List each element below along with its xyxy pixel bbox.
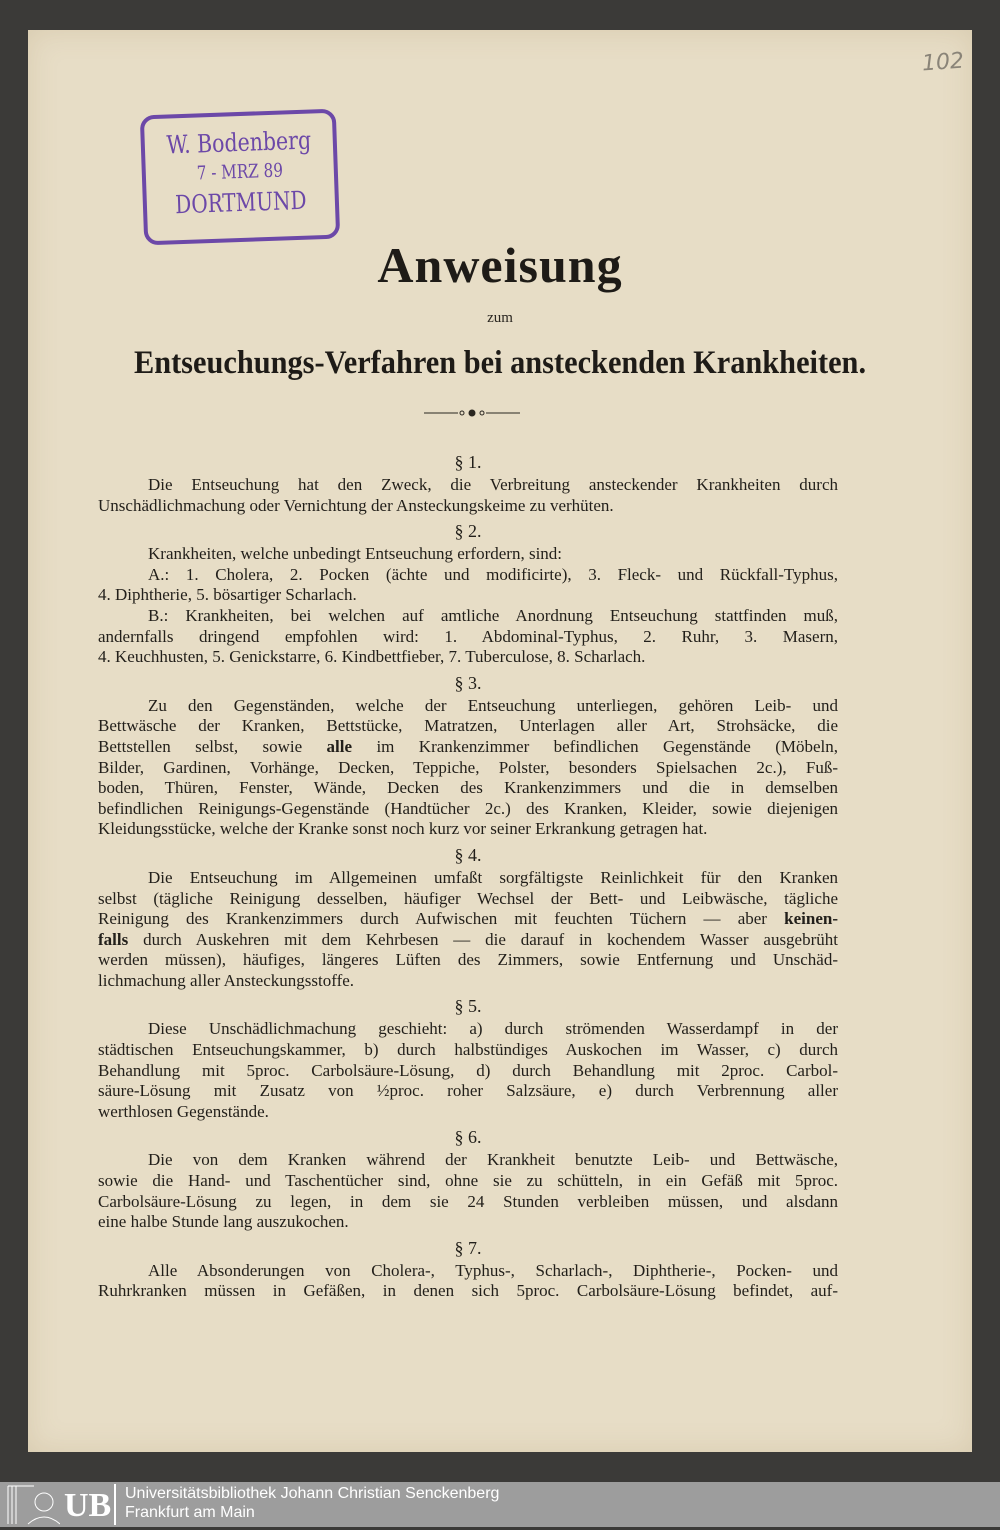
footer-library-name: Universitätsbibliothek Johann Christian Senckenberg bbox=[125, 1485, 500, 1502]
logo-text: UB bbox=[64, 1487, 112, 1524]
section-heading: § 1. bbox=[454, 452, 482, 472]
document-body bbox=[98, 450, 838, 1305]
text-line: Krankheiten, welche unbedingt Entseuchung erfordern, sind: bbox=[148, 544, 563, 564]
text-line: Unschädlichmachung oder Vernichtung der Ansteckungskeime zu verhüten. bbox=[98, 495, 614, 515]
text-line: Carbolsäure-Lösung zu legen, in dem sie 24 Stunden verbleiben müssen, und alsdann bbox=[98, 1191, 838, 1211]
text-line: sowie die Hand- und Taschentücher sind, ohne sie zu schütteln, in ein Gefäß mit 5proc. bbox=[98, 1171, 838, 1191]
text-line: Die Entseuchung im Allgemeinen umfaßt sorgfältigste Reinlichkeit für den Kranken bbox=[148, 867, 838, 887]
text-line: Alle Absonderungen von Cholera-, Typhus-, Scharlach-, Diphtherie-, Pocken- und bbox=[148, 1260, 838, 1280]
document-subtitle: Entseuchungs-Verfahren bei ansteckenden Krankheiten. bbox=[133, 345, 867, 381]
stamp-name: W. Bodenberg bbox=[166, 125, 312, 160]
text-line: lichmachung aller Ansteckungsstoffe. bbox=[98, 970, 355, 990]
text-line: Die von dem Kranken während der Krankheit benutzte Leib- und Bettwäsche, bbox=[148, 1150, 838, 1170]
text-line: Zu den Gegenständen, welche der Entseuchung unterliegen, gehören Leib- und bbox=[148, 695, 838, 715]
footer-library-city: Frankfurt am Main bbox=[125, 1504, 255, 1521]
section-4 bbox=[98, 843, 838, 992]
text-line: säure-Lösung mit Zusatz von ½proc. roher Salzsäure, e) durch Verbrennung aller bbox=[98, 1081, 838, 1101]
text-line: andernfalls dringend empfohlen wird: 1. Abdominal-Typhus, 2. Ruhr, 3. Masern, bbox=[98, 626, 838, 646]
text-line: Behandlung mit 5proc. Carbolsäure-Lösung, d) durch Behandlung mit 2proc. Carbol- bbox=[98, 1060, 838, 1080]
text-line: boden, Thüren, Fenster, Wände, Decken des Krankenzimmers und die in demselben bbox=[98, 778, 838, 798]
emphasized-text: falls bbox=[98, 929, 129, 949]
footer-bar bbox=[0, 1482, 1000, 1527]
library-logo bbox=[4, 1484, 116, 1525]
text-line: eine halbe Stunde lang auszukochen. bbox=[98, 1212, 349, 1232]
section-5 bbox=[98, 994, 838, 1122]
library-stamp bbox=[140, 109, 340, 246]
stamp-date: 7 - MRZ 89 bbox=[196, 159, 284, 185]
text-line: Bilder, Gardinen, Vorhänge, Decken, Teppiche, Polster, besonders Spielsachen 2c.), Fuß- bbox=[98, 757, 838, 777]
stamp-city: DORTMUND bbox=[174, 185, 308, 220]
portrait-logo-icon bbox=[4, 1484, 60, 1525]
text-line: Diese Unschädlichmachung geschieht: a) durch strömenden Wasserdampf in der bbox=[148, 1019, 838, 1039]
section-2 bbox=[98, 519, 838, 668]
text-line: Reinigung des Krankenzimmers durch Aufwischen mit feuchten Tüchern — aber keinen- bbox=[98, 909, 838, 929]
section-heading: § 2. bbox=[454, 521, 482, 542]
text-line: 4. Keuchhusten, 5. Genickstarre, 6. Kindbettfieber, 7. Tuberculose, 8. Scharlach. bbox=[98, 647, 646, 667]
section-3 bbox=[98, 671, 838, 840]
document-title: Anweisung bbox=[377, 237, 623, 293]
text-line: Bettstellen selbst, sowie alle im Krankenzimmer befindlichen Gegenstände (Möbeln, bbox=[98, 736, 838, 756]
handwritten-page-number: 102 bbox=[921, 48, 965, 77]
ornament-divider bbox=[424, 404, 520, 422]
section-6 bbox=[98, 1125, 838, 1232]
section-heading: § 7. bbox=[454, 1237, 482, 1258]
emphasized-text: alle bbox=[326, 736, 353, 756]
section-1 bbox=[98, 450, 838, 516]
text-line: A.: 1. Cholera, 2. Pocken (ächte und modificirte), 3. Fleck- und Rückfall-Typhus, bbox=[148, 564, 838, 584]
section-heading: § 5. bbox=[454, 996, 482, 1017]
section-heading: § 3. bbox=[454, 672, 482, 693]
text-line: selbst (tägliche Reinigung desselben, häufiger Wechsel der Bett- und Leibwäsche, tägliche bbox=[98, 888, 838, 908]
text-line: Ruhrkranken müssen in Gefäßen, in denen sich 5proc. Carbolsäure-Lösung befindet, auf- bbox=[98, 1281, 838, 1301]
text-line: werden müssen), häufiges, längeres Lüften des Zimmers, sowie Entfernung und Unschäd- bbox=[98, 950, 838, 970]
text-line: Bettwäsche der Kranken, Bettstücke, Matratzen, Unterlagen aller Art, Strohsäcke, die bbox=[98, 716, 838, 736]
text-line: befindlichen Reinigungs-Gegenstände (Handtücher 2c.) des Kranken, Kleider, sowie diejenigen bbox=[98, 798, 838, 818]
title-connector: zum bbox=[487, 310, 513, 326]
section-heading: § 4. bbox=[454, 844, 482, 865]
section-7 bbox=[98, 1236, 838, 1302]
text-line: Kleidungsstücke, welche der Kranke sonst noch kurz vor seiner Erkrankung getragen hat. bbox=[98, 819, 708, 839]
text-line: 4. Diphtherie, 5. bösartiger Scharlach. bbox=[98, 585, 357, 605]
text-line: Die Entseuchung hat den Zweck, die Verbreitung ansteckender Krankheiten durch bbox=[148, 475, 838, 494]
text-line: werthlosen Gegenstände. bbox=[98, 1101, 269, 1121]
text-line: städtischen Entseuchungskammer, b) durch halbstündiges Auskochen im Wasser, c) durch bbox=[98, 1040, 838, 1060]
text-line: falls durch Auskehren mit dem Kehrbesen — die darauf in kochendem Wasser ausgebrüht bbox=[98, 929, 838, 949]
emphasized-text: keinen- bbox=[784, 909, 838, 929]
text-line: B.: Krankheiten, bei welchen auf amtliche Anordnung Entseuchung stattfinden muß, bbox=[148, 605, 838, 625]
section-heading: § 6. bbox=[454, 1127, 482, 1148]
